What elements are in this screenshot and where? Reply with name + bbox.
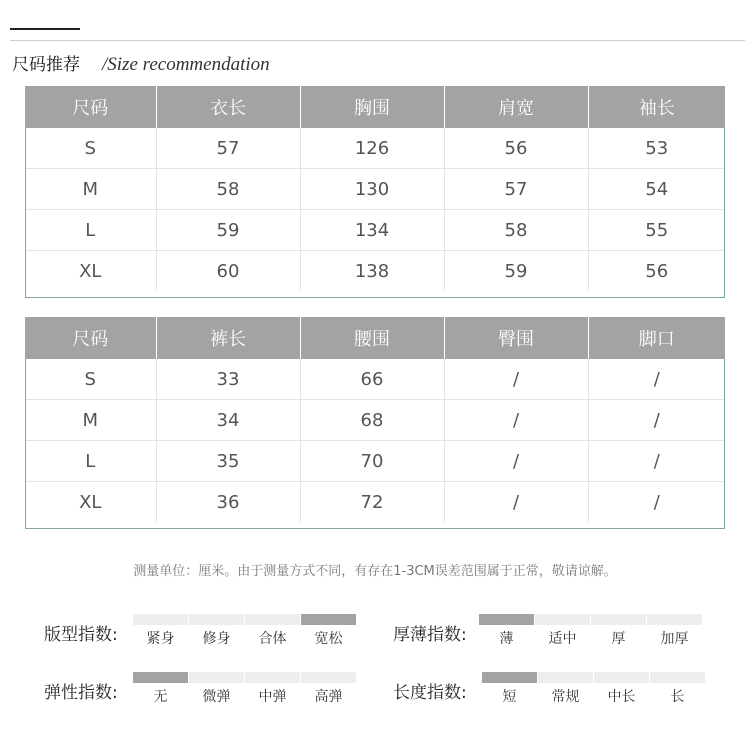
measurement-note: 测量单位：厘米。由于测量方式不同，有存在1-3CM误差范围属于正常，敬请谅解。	[133, 564, 617, 579]
fit-index-label: 版型指数:	[44, 625, 118, 645]
table-cell: 56	[444, 128, 588, 169]
col-header: 尺码	[25, 86, 156, 128]
table-cell: S	[25, 359, 156, 400]
table-cell: 54	[588, 169, 725, 210]
scale-label: 修身	[202, 631, 231, 647]
table-cell: /	[444, 441, 588, 482]
table-cell: 60	[156, 251, 300, 292]
scale-label: 宽松	[314, 631, 343, 647]
table-cell: 57	[156, 128, 300, 169]
table-cell: 57	[444, 169, 588, 210]
col-header: 袖长	[588, 86, 725, 128]
table-cell: 138	[300, 251, 444, 292]
table-cell: /	[444, 359, 588, 400]
table-cell: 134	[300, 210, 444, 251]
scale-bar	[538, 672, 593, 683]
thickness-scale	[479, 614, 703, 648]
scale-label: 中长	[607, 689, 636, 705]
scale-label: 无	[153, 689, 168, 705]
table-border	[25, 128, 725, 298]
scale-bar	[479, 614, 534, 625]
scale-label: 长	[670, 689, 685, 705]
scale-bar	[301, 614, 356, 625]
heading-en: /Size recommendation	[102, 54, 270, 75]
scale-bar	[301, 672, 356, 683]
table-cell: 59	[156, 210, 300, 251]
scale-bar	[133, 672, 188, 683]
table-cell: 58	[156, 169, 300, 210]
table-cell: 34	[156, 400, 300, 441]
elasticity-scale	[133, 672, 357, 706]
table-cell: M	[25, 169, 156, 210]
col-header: 衣长	[156, 86, 300, 128]
table-cell: /	[588, 359, 725, 400]
heading-cn: 尺码推荐	[12, 55, 80, 75]
col-header: 脚口	[588, 317, 725, 359]
table-border	[25, 359, 725, 529]
scale-label: 厚	[611, 631, 626, 647]
scale-bar	[482, 672, 537, 683]
table-cell: 72	[300, 482, 444, 523]
scale-label: 适中	[548, 631, 577, 647]
scale-label: 微弹	[202, 689, 231, 705]
scale-bar	[650, 672, 705, 683]
section-heading	[12, 50, 270, 74]
col-header: 裤长	[156, 317, 300, 359]
scale-bar	[245, 672, 300, 683]
table-cell: 55	[588, 210, 725, 251]
table-cell: L	[25, 210, 156, 251]
scale-label: 短	[502, 689, 517, 705]
scale-bar	[591, 614, 646, 625]
table-cell: 70	[300, 441, 444, 482]
table-cell: 130	[300, 169, 444, 210]
table-cell: 53	[588, 128, 725, 169]
length-scale	[482, 672, 706, 706]
col-header: 肩宽	[444, 86, 588, 128]
table-cell: 66	[300, 359, 444, 400]
table-cell: M	[25, 400, 156, 441]
scale-label: 紧身	[146, 631, 175, 647]
scale-bar	[245, 614, 300, 625]
table-cell: 35	[156, 441, 300, 482]
col-header: 腰围	[300, 317, 444, 359]
length-index	[393, 672, 713, 712]
col-header: 胸围	[300, 86, 444, 128]
table-header-row	[25, 86, 725, 128]
thickness-index	[393, 614, 713, 654]
elasticity-index	[44, 672, 364, 712]
table-cell: /	[653, 491, 660, 513]
scale-label: 常规	[551, 689, 580, 705]
top-rule-accent	[10, 28, 80, 30]
scale-bar	[189, 614, 244, 625]
fit-index	[44, 614, 364, 654]
table-cell: 68	[300, 400, 444, 441]
table-cell: 56	[645, 260, 669, 282]
table-header-row	[25, 317, 725, 359]
table-cell: /	[588, 441, 725, 482]
scale-label: 中弹	[258, 689, 287, 705]
table-cell: L	[25, 441, 156, 482]
col-header: 尺码	[25, 317, 156, 359]
table-cell: 58	[444, 210, 588, 251]
elasticity-index-label: 弹性指数:	[44, 683, 118, 703]
scale-label: 高弹	[314, 689, 343, 705]
table-cell: 126	[300, 128, 444, 169]
scale-bar	[133, 614, 188, 625]
scale-bar	[647, 614, 702, 625]
scale-label: 薄	[499, 631, 514, 647]
table-cell: /	[444, 400, 588, 441]
scale-bar	[594, 672, 649, 683]
col-header: 臀围	[444, 317, 588, 359]
table-cell: XL	[25, 482, 156, 523]
scale-bar	[535, 614, 590, 625]
table-cell: XL	[25, 251, 156, 292]
fit-scale	[133, 614, 357, 648]
table-cell: 36	[156, 482, 300, 523]
thickness-index-label: 厚薄指数:	[393, 625, 467, 645]
scale-bar	[189, 672, 244, 683]
scale-label: 合体	[258, 631, 287, 647]
table-cell: /	[588, 400, 725, 441]
table-cell: /	[444, 482, 588, 523]
scale-label: 加厚	[660, 631, 689, 647]
table-cell: 59	[444, 251, 588, 292]
table-cell: 33	[156, 359, 300, 400]
table-cell: S	[25, 128, 156, 169]
top-rule	[10, 40, 745, 41]
length-index-label: 长度指数:	[393, 683, 467, 703]
